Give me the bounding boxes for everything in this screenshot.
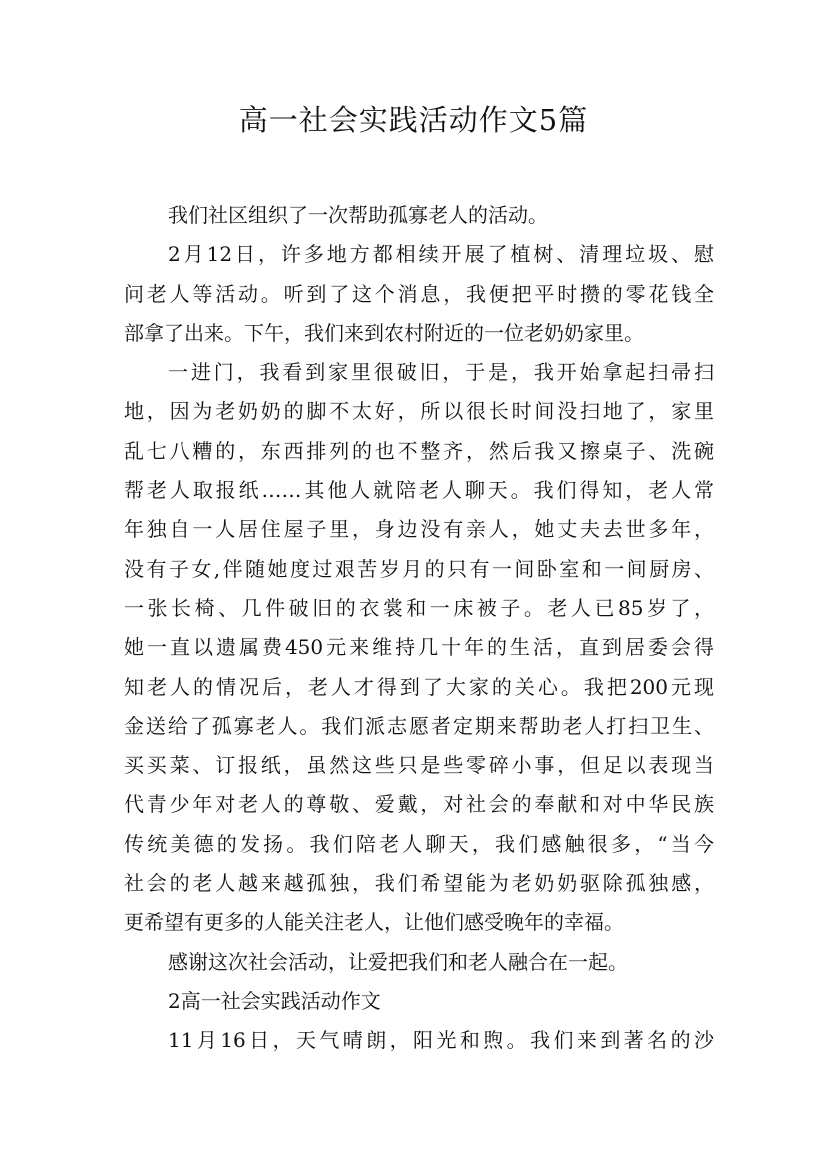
text-line: 乱七八糟的，东西排列的也不整齐，然后我又擦桌子、洗碗	[124, 438, 714, 463]
document-title: 高一社会实践活动作文5篇	[238, 103, 589, 137]
text-line: 感谢这次社会活动，让爱把我们和老人融合在一起。	[168, 949, 628, 974]
document-body	[124, 196, 714, 1061]
text-line: 一进门，我看到家里很破旧，于是，我开始拿起扫帚扫	[168, 360, 714, 385]
text-line: 地，因为老奶奶的脚不太好，所以很长时间没扫地了，家里	[124, 399, 714, 424]
text-line: 11月16日，天气晴朗，阳光和煦。我们来到著名的沙	[168, 1028, 714, 1053]
text-line: 代青少年对老人的尊敬、爱戴，对社会的奉献和对中华民族	[124, 792, 714, 817]
text-line: 金送给了孤寡老人。我们派志愿者定期来帮助老人打扫卫生、	[124, 713, 714, 738]
text-line: 没有子女,伴随她度过艰苦岁月的只有一间卧室和一间厨房、	[124, 556, 714, 581]
text-line: 2月12日，许多地方都相续开展了植树、清理垃圾、慰	[168, 242, 714, 267]
text-line: 传统美德的发扬。我们陪老人聊天，我们感触很多，“当今	[124, 831, 714, 856]
text-line: 知老人的情况后，老人才得到了大家的关心。我把200元现	[124, 674, 714, 699]
text-line: 买买菜、订报纸，虽然这些只是些零碎小事，但足以表现当	[124, 753, 714, 778]
text-line: 帮老人取报纸……其他人就陪老人聊天。我们得知，老人常	[124, 478, 714, 503]
text-line: 她一直以遗属费450元来维持几十年的生活，直到居委会得	[124, 635, 714, 660]
text-line: 问老人等活动。听到了这个消息，我便把平时攒的零花钱全	[124, 281, 714, 306]
text-line: 社会的老人越来越孤独，我们希望能为老奶奶驱除孤独感，	[124, 871, 714, 896]
text-line: 年独自一人居住屋子里，身边没有亲人，她丈夫去世多年，	[124, 517, 714, 542]
text-line: 2高一社会实践活动作文	[168, 988, 381, 1013]
text-line: 部拿了出来。下午，我们来到农村附近的一位老奶奶家里。	[124, 320, 644, 345]
text-line: 一张长椅、几件破旧的衣裳和一床被子。老人已85岁了，	[124, 595, 714, 620]
text-line: 更希望有更多的人能关注老人，让他们感受晚年的幸福。	[124, 910, 624, 935]
text-line: 我们社区组织了一次帮助孤寡老人的活动。	[168, 203, 548, 227]
